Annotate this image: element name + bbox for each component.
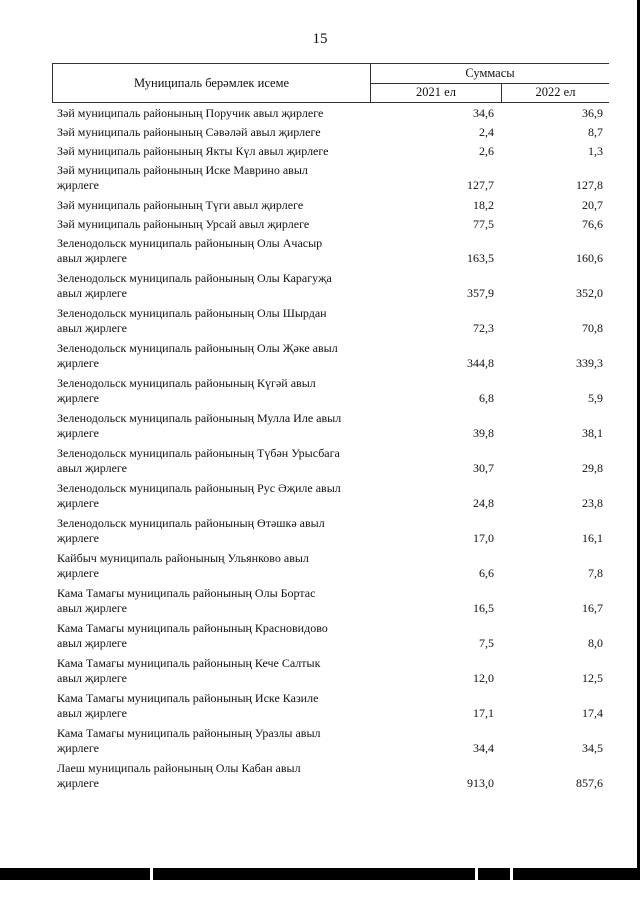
row-value-2021: 30,7 [473, 461, 494, 475]
table-row [57, 236, 607, 266]
row-value-2022: 5,9 [588, 391, 603, 405]
row-municipality-name [57, 341, 357, 371]
row-name-line: җирлеге [57, 391, 99, 405]
table-row [57, 341, 607, 371]
row-municipality-name [57, 656, 357, 686]
row-value-2021: 34,4 [473, 741, 494, 755]
row-municipality-name [57, 236, 357, 266]
row-value-2021: 72,3 [473, 321, 494, 335]
row-name-line: авыл җирлеге [57, 321, 128, 335]
row-municipality-name [57, 198, 357, 213]
table-row [57, 376, 607, 406]
row-value-2021: 344,8 [467, 356, 494, 370]
table-row [57, 198, 607, 213]
table-row [57, 726, 607, 756]
row-name-line: җирлеге [57, 356, 99, 370]
row-value-2022: 12,5 [582, 671, 603, 685]
table-row [57, 761, 607, 791]
row-municipality-name [57, 411, 357, 441]
row-value-2021: 2,4 [479, 125, 494, 139]
row-value-2022: 8,0 [588, 636, 603, 650]
row-name-line: Зәй муниципаль районының Түги авыл җирлеге [57, 198, 304, 212]
row-municipality-name [57, 125, 357, 140]
row-value-2022: 7,8 [588, 566, 603, 580]
row-municipality-name [57, 306, 357, 336]
row-name-line: Лаеш муниципаль районының Олы Кабан авыл [57, 761, 301, 775]
table-row [57, 125, 607, 140]
row-municipality-name [57, 691, 357, 721]
row-name-line: авыл җирлеге [57, 636, 128, 650]
row-value-2022: 352,0 [576, 286, 603, 300]
row-name-line: Зәй муниципаль районының Поручик авыл җирлеге [57, 106, 324, 120]
row-municipality-name [57, 376, 357, 406]
row-value-2022: 38,1 [582, 426, 603, 440]
table-row [57, 446, 607, 476]
row-municipality-name [57, 163, 357, 193]
row-value-2022: 20,7 [582, 198, 603, 212]
row-value-2022: 29,8 [582, 461, 603, 475]
row-name-line: җирлеге [57, 776, 99, 790]
table-row [57, 551, 607, 581]
scan-border [0, 868, 640, 880]
row-municipality-name [57, 446, 357, 476]
row-name-line: Кама Тамагы муниципаль районының Кече Салтык [57, 656, 321, 670]
row-value-2022: 8,7 [588, 125, 603, 139]
row-value-2021: 163,5 [467, 251, 494, 265]
row-name-line: Зеленодольск муниципаль районының Түбән Урысбага [57, 446, 340, 460]
row-value-2021: 17,1 [473, 706, 494, 720]
row-municipality-name [57, 106, 357, 121]
row-value-2022: 70,8 [582, 321, 603, 335]
table-row [57, 656, 607, 686]
row-value-2022: 23,8 [582, 496, 603, 510]
row-municipality-name [57, 144, 357, 159]
header-year-2021: 2021 ел [371, 84, 502, 102]
table-row [57, 411, 607, 441]
row-name-line: җирлеге [57, 531, 99, 545]
row-value-2022: 339,3 [576, 356, 603, 370]
row-name-line: Кама Тамагы муниципаль районының Олы Бортас [57, 586, 316, 600]
row-value-2021: 913,0 [467, 776, 494, 790]
row-name-line: авыл җирлеге [57, 461, 128, 475]
row-municipality-name [57, 761, 357, 791]
row-municipality-name [57, 726, 357, 756]
table-row [57, 217, 607, 232]
row-municipality-name [57, 551, 357, 581]
row-municipality-name [57, 271, 357, 301]
table-row [57, 106, 607, 121]
row-municipality-name [57, 621, 357, 651]
table-row [57, 516, 607, 546]
row-name-line: җирлеге [57, 496, 99, 510]
row-value-2021: 357,9 [467, 286, 494, 300]
row-value-2022: 76,6 [582, 217, 603, 231]
row-name-line: Кама Тамагы муниципаль районының Уразлы авыл [57, 726, 321, 740]
row-name-line: Зәй муниципаль районының Иске Маврино авыл [57, 163, 308, 177]
header-municipality-name: Муниципаль берәмлек исеме [53, 64, 371, 102]
table-row [57, 586, 607, 616]
header-sum: Суммасы [371, 64, 609, 84]
row-name-line: Зеленодольск муниципаль районының Олы Ачасыр [57, 236, 323, 250]
row-value-2022: 160,6 [576, 251, 603, 265]
table-row [57, 144, 607, 159]
row-name-line: Зәй муниципаль районының Урсай авыл җирлеге [57, 217, 310, 231]
row-value-2021: 12,0 [473, 671, 494, 685]
row-value-2021: 6,8 [479, 391, 494, 405]
row-value-2022: 857,6 [576, 776, 603, 790]
table-row [57, 691, 607, 721]
row-name-line: Зеленодольск муниципаль районының Рус Әҗиле авыл [57, 481, 341, 495]
row-name-line: Зеленодольск муниципаль районының Өтәшкә авыл [57, 516, 325, 530]
row-value-2021: 127,7 [467, 178, 494, 192]
row-value-2021: 18,2 [473, 198, 494, 212]
row-name-line: Зеленодольск муниципаль районының Олы Шырдан [57, 306, 327, 320]
row-name-line: Зәй муниципаль районының Сәвәләй авыл җирлеге [57, 125, 321, 139]
row-name-line: авыл җирлеге [57, 251, 128, 265]
row-name-line: җирлеге [57, 566, 99, 580]
row-municipality-name [57, 586, 357, 616]
row-value-2021: 16,5 [473, 601, 494, 615]
row-name-line: Зеленодольск муниципаль районының Олы Карагуҗа [57, 271, 332, 285]
row-value-2022: 16,7 [582, 601, 603, 615]
row-name-line: авыл җирлеге [57, 286, 128, 300]
row-value-2021: 17,0 [473, 531, 494, 545]
row-name-line: җирлеге [57, 426, 99, 440]
row-value-2022: 1,3 [588, 144, 603, 158]
row-value-2022: 17,4 [582, 706, 603, 720]
row-name-line: Кама Тамагы муниципаль районының Красновидово [57, 621, 328, 635]
row-name-line: Зәй муниципаль районының Якты Күл авыл җирлеге [57, 144, 329, 158]
table-row [57, 621, 607, 651]
row-name-line: авыл җирлеге [57, 671, 128, 685]
table-row [57, 306, 607, 336]
row-name-line: Кайбыч муниципаль районының Ульянково авыл [57, 551, 309, 565]
row-municipality-name [57, 516, 357, 546]
row-value-2021: 24,8 [473, 496, 494, 510]
table-row [57, 481, 607, 511]
header-year-2022: 2022 ел [535, 85, 576, 99]
table-row [57, 271, 607, 301]
table-row [57, 163, 607, 193]
row-name-line: Зеленодольск муниципаль районының Күгәй авыл [57, 376, 316, 390]
row-municipality-name [57, 481, 357, 511]
row-name-line: Зеленодольск муниципаль районының Мулла Иле авыл [57, 411, 342, 425]
page-number: 15 [312, 31, 328, 47]
row-name-line: җирлеге [57, 741, 99, 755]
row-value-2021: 7,5 [479, 636, 494, 650]
row-value-2021: 77,5 [473, 217, 494, 231]
row-name-line: җирлеге [57, 178, 99, 192]
row-name-line: Зеленодольск муниципаль районының Олы Җәке авыл [57, 341, 338, 355]
row-municipality-name [57, 217, 357, 232]
row-name-line: авыл җирлеге [57, 601, 128, 615]
row-name-line: Кама Тамагы муниципаль районының Иске Казиле [57, 691, 319, 705]
row-value-2022: 16,1 [582, 531, 603, 545]
row-value-2021: 39,8 [473, 426, 494, 440]
row-value-2022: 34,5 [582, 741, 603, 755]
row-name-line: авыл җирлеге [57, 706, 128, 720]
row-value-2021: 2,6 [479, 144, 494, 158]
row-value-2022: 127,8 [576, 178, 603, 192]
row-value-2021: 34,6 [473, 106, 494, 120]
row-value-2021: 6,6 [479, 566, 494, 580]
row-value-2022: 36,9 [582, 106, 603, 120]
